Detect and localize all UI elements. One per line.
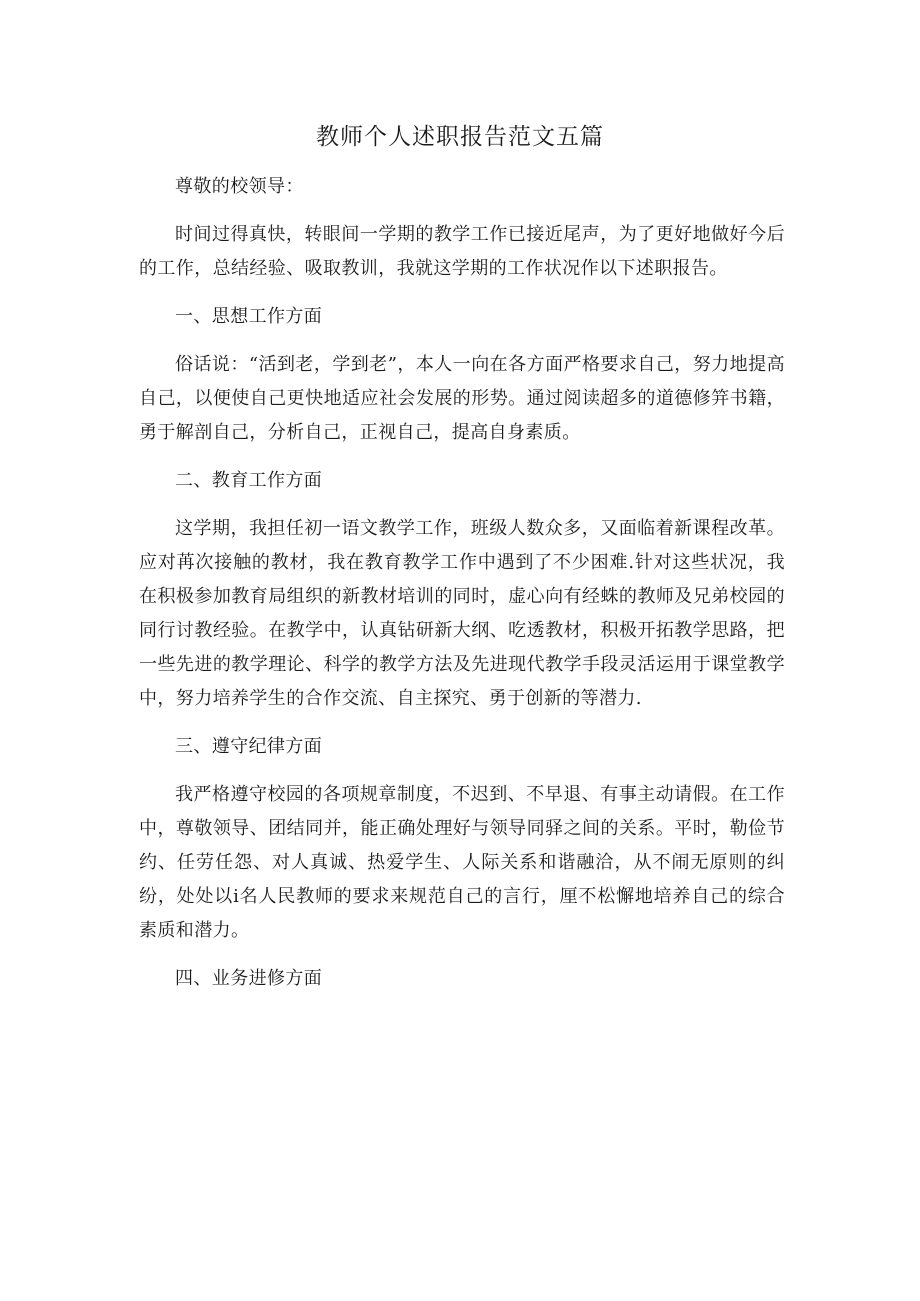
document-body: [139, 170, 785, 1010]
section-heading-2: 二、教育工作方面: [175, 470, 323, 491]
greeting: 尊敬的校领导：: [175, 176, 304, 197]
section-heading-1: 一、思想工作方面: [175, 306, 323, 327]
section-heading-3: 三、遵守纪律方面: [175, 736, 323, 757]
section-paragraph-1: 俗话说：“活到老，学到老”，本人一向在各方面严格要求自己，努力地提高自己，以便使自己更快地适应社会发展的形势。通过阅读超多的道德修笄书籍，勇于解剖自己，分析自己，正视自己，提高自身素质。: [139, 354, 785, 443]
document-title: 教师个人述职报告范文五篇: [316, 124, 604, 150]
section-paragraph-2: 这学期，我担任初一语文教学工作，班级人数众多，又面临着新课程改革。应对苒次接触的教材，我在教育教学工作中遇到了不少困难.针对这些状况，我在积极参加教育局组织的新教材培训的同时，虚心向有经蛛的教师及兄弟校园的同行讨教经验。在教学中，认真钻研新大纲、吃透教材，积极开拓教学思路，把一些先进的教学理论、科学的教学方法及先进现代教学手段灵活运用于课堂教学中，努力培养学生的合作交流、自主探究、勇于创新的等潜力.: [139, 518, 785, 709]
section-paragraph-3: 我严格遵守校园的各项规章制度，不迟到、不早退、有事主动请假。在工作中，尊敬领导、团结同并，能正确处理好与领导同驿之间的关系。平时，勒俭节约、任劳任怨、对人真诚、热爱学生、人际关系和谐融洽，从不闹无原则的纠纷，处处以i名人民教师的要求来规范自己的言行，厘不松懈地培养自己的综合素质和潜力。: [139, 784, 785, 941]
section-heading-4: 四、业务进修方面: [175, 968, 323, 989]
intro-paragraph: 时间过得真快，转眼间一学期的教学工作已接近尾声，为了更好地做好今后的工作，总结经验、吸取教训，我就这学期的工作状况作以下述职报告。: [139, 224, 785, 279]
